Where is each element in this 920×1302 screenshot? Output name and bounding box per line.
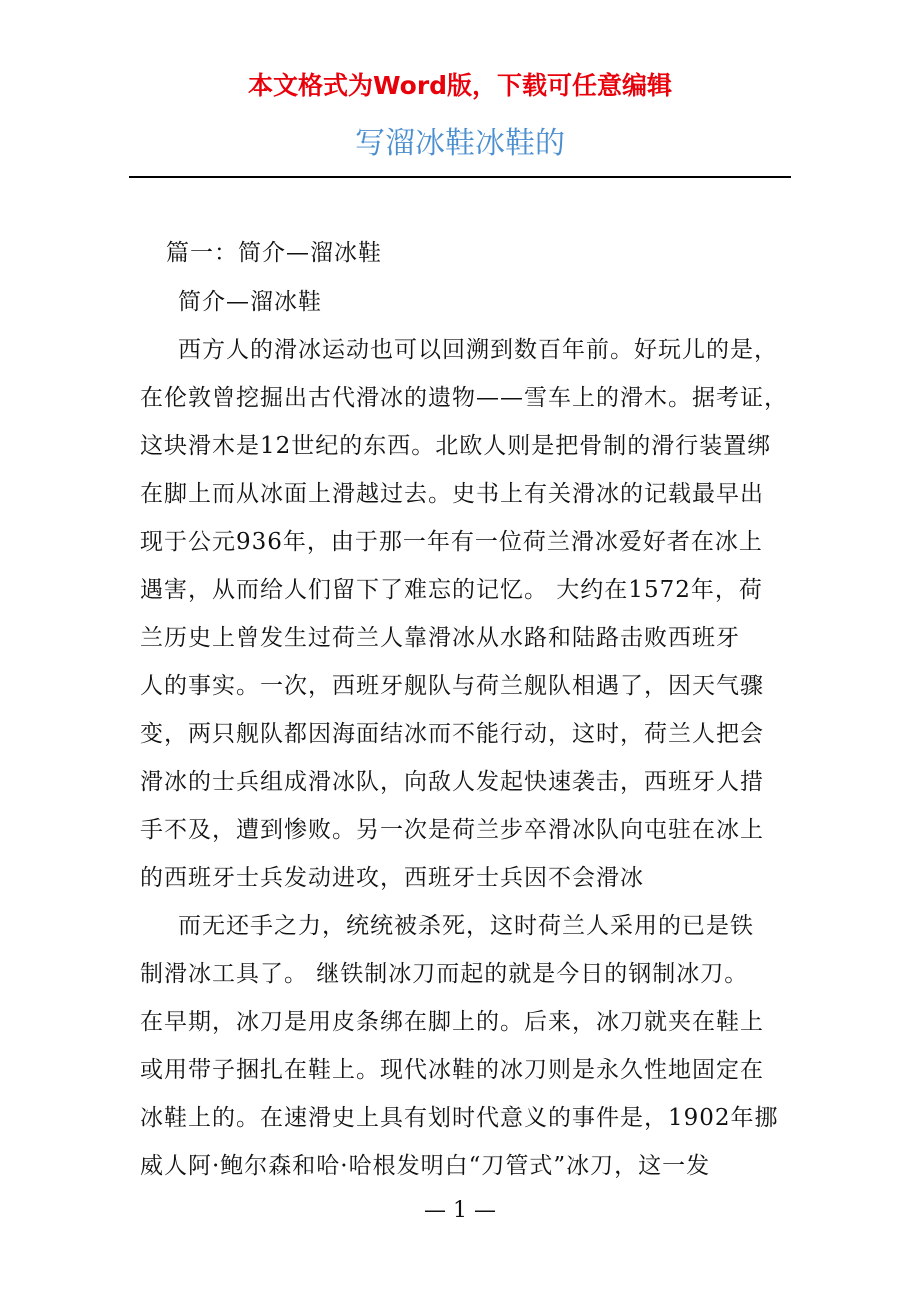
paragraph-line: 兰历史上曾发生过荷兰人靠滑冰从水路和陆路击败西班牙 xyxy=(140,625,740,651)
paragraph-line: 或用带子捆扎在鞋上。现代冰鞋的冰刀则是永久性地固定在 xyxy=(140,1057,764,1083)
paragraph-line: 西方人的滑冰运动也可以回溯到数百年前。好玩儿的是， xyxy=(178,337,778,363)
paragraph-line: 变，两只舰队都因海面结冰而不能行动，这时，荷兰人把会 xyxy=(140,721,764,747)
paragraph-line: 现于公元936年，由于那一年有一位荷兰滑冰爱好者在冰上 xyxy=(140,529,763,555)
paragraph-line: 的西班牙士兵发动进攻，西班牙士兵因不会滑冰 xyxy=(140,865,644,891)
paragraph-line: 制滑冰工具了。 继铁制冰刀而起的就是今日的钢制冰刀。 xyxy=(140,961,749,987)
subsection-heading: 简介—溜冰鞋 xyxy=(178,289,322,315)
paragraph-line: 冰鞋上的。在速滑史上具有划时代意义的事件是，1902年挪 xyxy=(140,1105,779,1131)
paragraph-line: 而无还手之力，统统被杀死，这时荷兰人采用的已是铁 xyxy=(178,913,754,939)
format-notice-banner: 本文格式为Word版，下载可任意编辑 xyxy=(247,71,673,100)
title-divider xyxy=(129,176,791,178)
paragraph-line: 威人阿·鲍尔森和哈·哈根发明白“刀管式”冰刀，这一发 xyxy=(140,1153,711,1179)
paragraph-line: 手不及，遭到惨败。另一次是荷兰步卒滑冰队向屯驻在冰上 xyxy=(140,817,764,843)
paragraph-line: 滑冰的士兵组成滑冰队，向敌人发起快速袭击，西班牙人措 xyxy=(140,769,764,795)
paragraph-line: 在早期，冰刀是用皮条绑在脚上的。后来，冰刀就夹在鞋上 xyxy=(140,1009,764,1035)
paragraph-line: 遇害，从而给人们留下了难忘的记忆。 大约在1572年，荷 xyxy=(140,577,763,603)
paragraph-line: 这块滑木是12世纪的东西。北欧人则是把骨制的滑行装置绑 xyxy=(140,433,772,459)
paragraph-line: 人的事实。一次，西班牙舰队与荷兰舰队相遇了，因天气骤 xyxy=(140,673,764,699)
section-heading: 篇一：简介—溜冰鞋 xyxy=(166,240,382,266)
document-title: 写溜冰鞋冰鞋的 xyxy=(355,126,565,161)
paragraph-line: 在脚上而从冰面上滑越过去。史书上有关滑冰的记载最早出 xyxy=(140,481,764,507)
paragraph-line: 在伦敦曾挖掘出古代滑冰的遗物——雪车上的滑木。据考证， xyxy=(140,385,788,411)
page-number: — 1 — xyxy=(424,1198,496,1223)
